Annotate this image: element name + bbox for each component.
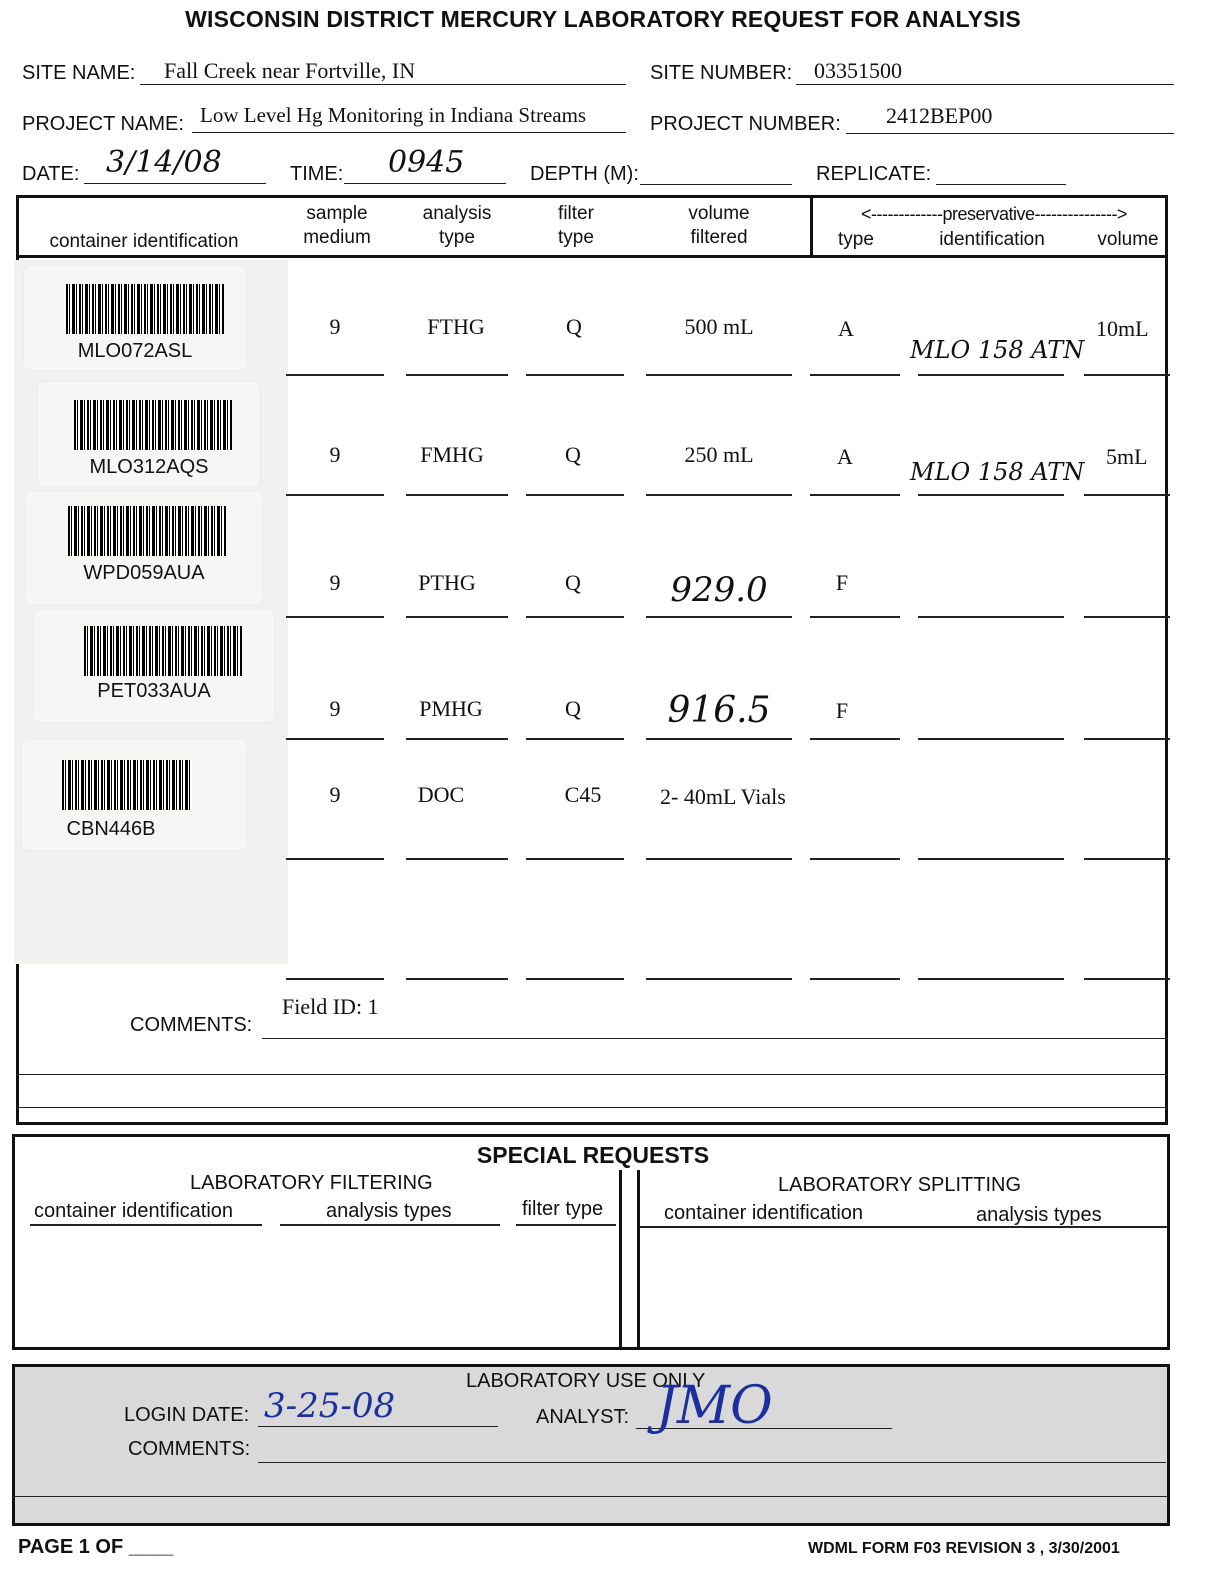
splitting-analysis-header: analysis types bbox=[976, 1204, 1102, 1226]
analyst-label: ANALYST: bbox=[536, 1406, 629, 1428]
row-4-filter: Q bbox=[565, 696, 581, 721]
cell-underline bbox=[526, 374, 624, 376]
row-2-medium: 9 bbox=[329, 442, 341, 467]
row-5-medium: 9 bbox=[329, 782, 341, 807]
cell-underline bbox=[646, 978, 792, 980]
cell-underline bbox=[526, 858, 624, 860]
cell-underline bbox=[526, 494, 624, 496]
comments-label: COMMENTS: bbox=[130, 1014, 253, 1036]
cell-underline bbox=[810, 978, 900, 980]
cell-underline bbox=[918, 374, 1064, 376]
time-field[interactable] bbox=[344, 145, 506, 184]
splitting-rule bbox=[640, 1226, 1168, 1228]
row-5-volume: 2- 40mL Vials bbox=[660, 784, 786, 809]
time-label: TIME: bbox=[290, 163, 344, 185]
col-preservative-volume: volume bbox=[1097, 229, 1159, 250]
row-1-filter: Q bbox=[566, 314, 582, 339]
row-4-medium: 9 bbox=[329, 696, 341, 721]
cell-underline bbox=[810, 738, 900, 740]
comments-line[interactable] bbox=[16, 1074, 1168, 1075]
container-id: PET033AUA bbox=[97, 680, 211, 702]
row-1-pres-id: MLO 158 ATN bbox=[910, 336, 1085, 364]
col-preservative-identification: identification bbox=[939, 229, 1045, 250]
cell-underline bbox=[918, 494, 1064, 496]
row-1-analysis: FTHG bbox=[427, 314, 485, 339]
col-sample-medium bbox=[288, 202, 386, 250]
barcode-icon bbox=[66, 284, 224, 334]
container-id: WPD059AUA bbox=[83, 562, 205, 584]
splitting-container-header: container identification bbox=[664, 1202, 864, 1224]
login-date-value: 3-25-08 bbox=[264, 1386, 396, 1426]
lab-comments-label: COMMENTS: bbox=[128, 1438, 251, 1460]
cell-underline bbox=[286, 978, 384, 980]
container-label-sticker bbox=[22, 740, 246, 850]
cell-underline bbox=[286, 858, 384, 860]
page-label: PAGE 1 OF ____ bbox=[18, 1536, 174, 1558]
login-date-field[interactable] bbox=[258, 1386, 498, 1427]
row-5-filter: C45 bbox=[564, 782, 602, 807]
barcode-icon bbox=[74, 400, 232, 450]
row-2-volume: 250 mL bbox=[684, 442, 754, 467]
container-label-sticker bbox=[24, 266, 246, 370]
preservative-banner: <-------------preservative---------------> bbox=[861, 204, 1127, 224]
cell-underline bbox=[1084, 494, 1170, 496]
cell-underline bbox=[406, 858, 508, 860]
cell-underline bbox=[918, 858, 1064, 860]
form-id: WDML FORM F03 REVISION 3 , 3/30/2001 bbox=[808, 1540, 1120, 1557]
container-id: MLO072ASL bbox=[77, 340, 193, 362]
site-number-label: SITE NUMBER: bbox=[650, 62, 793, 84]
row-1-pres-type: A bbox=[838, 316, 854, 341]
row-2-analysis: FMHG bbox=[420, 442, 484, 467]
container-label-sticker bbox=[34, 610, 274, 722]
project-name-field[interactable] bbox=[192, 100, 626, 133]
replicate-label: REPLICATE: bbox=[816, 163, 932, 185]
cell-underline bbox=[286, 374, 384, 376]
comments-line[interactable] bbox=[16, 1107, 1168, 1108]
container-label-sticker bbox=[26, 492, 262, 604]
cell-underline bbox=[646, 858, 792, 860]
row-3-analysis: PTHG bbox=[418, 570, 476, 595]
lab-filtering-title: LABORATORY FILTERING bbox=[190, 1172, 433, 1194]
col-container-identification: container identification bbox=[49, 231, 239, 252]
cell-underline bbox=[646, 738, 792, 740]
row-3-medium: 9 bbox=[329, 570, 341, 595]
row-2-pres-volume: 5mL bbox=[1106, 444, 1148, 469]
cell-underline bbox=[810, 616, 900, 618]
row-5-analysis: DOC bbox=[417, 782, 465, 807]
filtering-container-header: container identification bbox=[34, 1200, 234, 1222]
row-2-pres-type: A bbox=[837, 444, 853, 469]
cell-underline bbox=[406, 494, 508, 496]
row-1-volume: 500 mL bbox=[684, 314, 754, 339]
container-label-sticker bbox=[38, 382, 260, 486]
cell-underline bbox=[1084, 978, 1170, 980]
cell-underline bbox=[286, 738, 384, 740]
project-name-value: Low Level Hg Monitoring in Indiana Streams bbox=[200, 103, 587, 127]
row-4-analysis: PMHG bbox=[419, 696, 483, 721]
row-4-volume: 916.5 bbox=[667, 690, 771, 731]
row-1-medium: 9 bbox=[329, 314, 341, 339]
depth-field[interactable] bbox=[640, 158, 792, 185]
col-volume-filtered-line1: volume bbox=[688, 203, 750, 224]
cell-underline bbox=[646, 616, 792, 618]
cell-underline bbox=[918, 978, 1064, 980]
cell-underline bbox=[918, 738, 1064, 740]
col-analysis-type-line2: type bbox=[439, 227, 475, 248]
barcode-icon bbox=[68, 506, 226, 556]
project-number-value: 2412BEP00 bbox=[886, 103, 993, 128]
col-sample-medium-line1: sample bbox=[306, 203, 368, 224]
cell-underline bbox=[1084, 374, 1170, 376]
cell-underline bbox=[526, 616, 624, 618]
cell-underline bbox=[286, 494, 384, 496]
filtering-filter-header: filter type bbox=[522, 1198, 604, 1220]
lab-comments-line[interactable] bbox=[14, 1496, 1168, 1497]
date-value: 3/14/08 bbox=[106, 145, 222, 180]
row-1-pres-volume: 10mL bbox=[1096, 316, 1149, 341]
filtering-analysis-rule bbox=[280, 1224, 500, 1226]
login-date-label: LOGIN DATE: bbox=[124, 1404, 250, 1426]
col-volume-filtered-line2: filtered bbox=[690, 227, 748, 248]
filtering-container-rule bbox=[30, 1224, 262, 1226]
col-volume-filtered bbox=[646, 202, 792, 250]
cell-underline bbox=[810, 374, 900, 376]
col-sample-medium-line2: medium bbox=[303, 227, 371, 248]
cell-underline bbox=[526, 738, 624, 740]
filtering-analysis-header: analysis types bbox=[326, 1200, 452, 1222]
analyst-signature: JMO bbox=[656, 1376, 773, 1436]
site-name-field[interactable] bbox=[140, 58, 626, 85]
col-filter-type bbox=[526, 202, 626, 250]
col-analysis-type-line1: analysis bbox=[422, 203, 492, 224]
cell-underline bbox=[810, 858, 900, 860]
row-2-filter: Q bbox=[565, 442, 581, 467]
project-number-label: PROJECT NUMBER: bbox=[650, 113, 841, 135]
analyst-field[interactable] bbox=[636, 1376, 892, 1436]
barcode-icon bbox=[84, 626, 242, 676]
project-number-field[interactable] bbox=[846, 100, 1174, 134]
preservative-separator bbox=[810, 195, 813, 257]
special-requests-title: SPECIAL REQUESTS bbox=[476, 1142, 710, 1168]
lab-comments-line[interactable] bbox=[258, 1462, 1166, 1463]
site-number-field[interactable] bbox=[796, 58, 1174, 85]
row-3-pres-type: F bbox=[835, 570, 849, 595]
row-3-volume: 929.0 bbox=[670, 570, 768, 610]
time-value: 0945 bbox=[388, 145, 465, 180]
replicate-field[interactable] bbox=[936, 158, 1066, 185]
site-name-label: SITE NAME: bbox=[22, 62, 136, 84]
barcode-icon bbox=[62, 760, 192, 810]
cell-underline bbox=[406, 978, 508, 980]
site-number-value: 03351500 bbox=[814, 58, 902, 83]
row-4-pres-type: F bbox=[835, 698, 849, 723]
filtering-filter-rule bbox=[516, 1224, 616, 1226]
special-requests-divider bbox=[637, 1170, 640, 1348]
cell-underline bbox=[406, 738, 508, 740]
form-title: WISCONSIN DISTRICT MERCURY LABORATORY REQUEST FOR ANALYSIS bbox=[185, 6, 1021, 32]
container-id: CBN446B bbox=[66, 818, 156, 840]
special-requests-divider bbox=[619, 1170, 622, 1348]
date-label: DATE: bbox=[22, 163, 80, 185]
cell-underline bbox=[918, 616, 1064, 618]
col-preservative-type: type bbox=[838, 229, 874, 250]
cell-underline bbox=[526, 978, 624, 980]
container-id: MLO312AQS bbox=[89, 456, 209, 478]
cell-underline bbox=[1084, 616, 1170, 618]
cell-underline bbox=[406, 616, 508, 618]
row-3-filter: Q bbox=[565, 570, 581, 595]
col-filter-type-line2: type bbox=[558, 227, 594, 248]
cell-underline bbox=[646, 494, 792, 496]
col-analysis-type bbox=[404, 202, 510, 250]
table-header-rule bbox=[16, 255, 1168, 258]
comments-line[interactable] bbox=[262, 1038, 1168, 1039]
cell-underline bbox=[286, 616, 384, 618]
lab-use-title: LABORATORY USE ONLY bbox=[466, 1370, 706, 1392]
cell-underline bbox=[810, 494, 900, 496]
project-name-label: PROJECT NAME: bbox=[22, 113, 184, 135]
cell-underline bbox=[1084, 858, 1170, 860]
cell-underline bbox=[1084, 738, 1170, 740]
cell-underline bbox=[646, 374, 792, 376]
row-2-pres-id: MLO 158 ATN bbox=[910, 458, 1085, 486]
depth-label: DEPTH (M): bbox=[530, 163, 639, 185]
comments-value: Field ID: 1 bbox=[282, 994, 379, 1019]
date-field[interactable] bbox=[84, 145, 266, 184]
cell-underline bbox=[406, 374, 508, 376]
site-name-value: Fall Creek near Fortville, IN bbox=[164, 58, 416, 83]
lab-splitting-title: LABORATORY SPLITTING bbox=[778, 1174, 1022, 1196]
col-filter-type-line1: filter bbox=[558, 203, 594, 224]
